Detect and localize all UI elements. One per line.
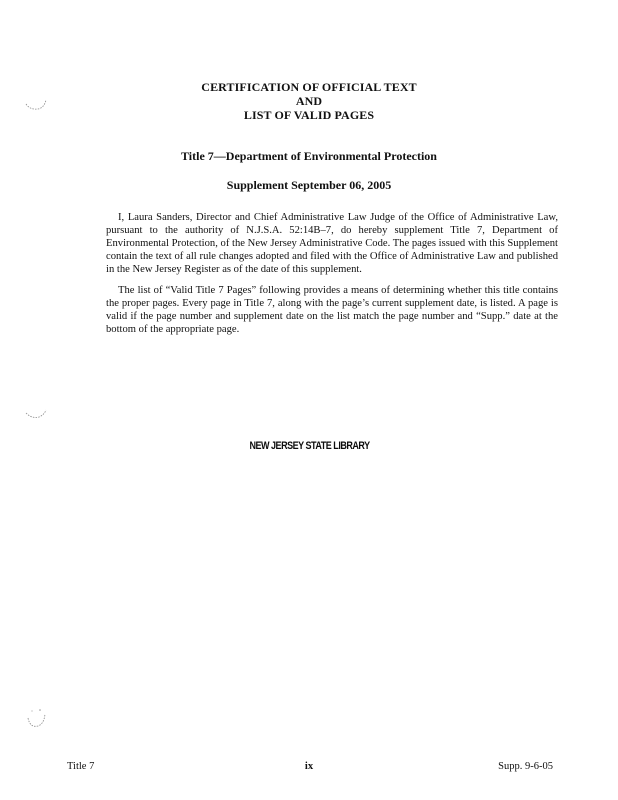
heading-conjunction: AND [295, 94, 323, 108]
library-stamp: NEW JERSEY STATE LIBRARY [249, 440, 370, 452]
department-title: Title 7—Department of Environmental Protection [181, 149, 437, 163]
footer-title: Title 7 [67, 761, 95, 772]
footer-supplement-date: Supp. 9-6-05 [498, 761, 553, 772]
valid-pages-heading: LIST OF VALID PAGES [243, 108, 375, 122]
binder-hole-mark-bottom [24, 708, 50, 730]
supplement-date-title: Supplement September 06, 2005 [226, 178, 392, 192]
footer-page-number: ix [304, 761, 314, 772]
binder-hole-mark-top [24, 97, 50, 113]
certification-heading: CERTIFICATION OF OFFICIAL TEXT [201, 80, 417, 94]
certification-paragraph: I, Laura Sanders, Director and Chief Administrative Law Judge of the Office of Administrative Law, pursuant to the authority of N.J.S.A. 52:14B–7, do hereby supplement Title 7, Department of Environmental Protection, of the New Jersey Administrative Code. The pages issued with this Supplement contain the text of all rule changes adopted and filed with the Office of Administrative Law and published in the New Jersey Register as of the date of this supplement. [106, 212, 558, 275]
valid-pages-paragraph: The list of “Valid Title 7 Pages” following provides a means of determining whether this title contains the proper pages. Every page in Title 7, along with the page’s current supplement date, is listed. A page is valid if the page number and supplement date on the list match the page number and “Supp.” date at the bottom of the appropriate page. [106, 285, 558, 335]
binder-hole-mark-middle [24, 405, 50, 421]
